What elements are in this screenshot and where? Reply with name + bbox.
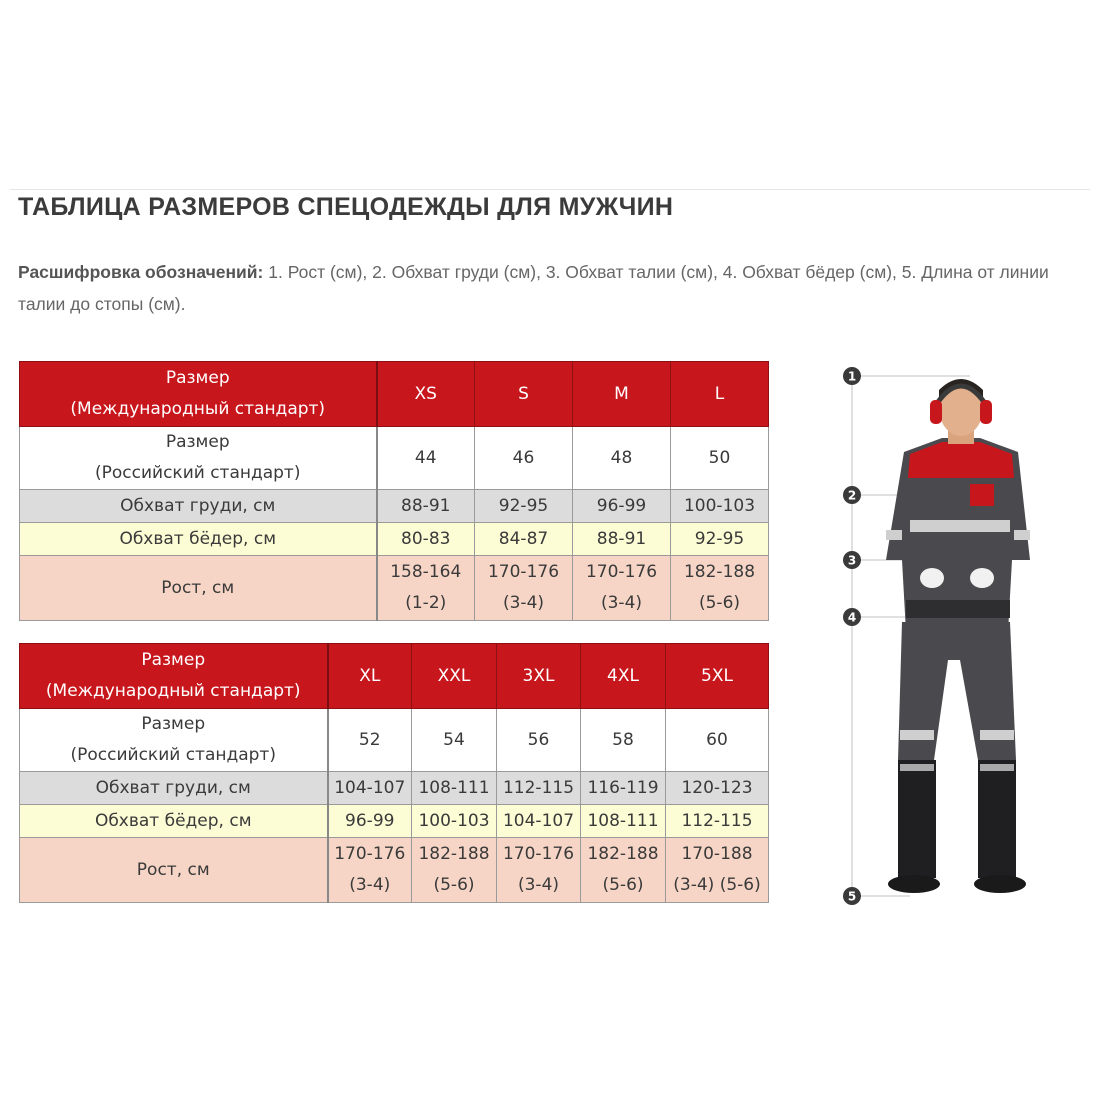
height-cell: 170-176 (3-4) xyxy=(497,838,581,903)
chest-cell: 104-107 xyxy=(328,772,412,805)
height-cell: 170-176 (3-4) xyxy=(328,838,412,903)
chest-cell: 92-95 xyxy=(475,490,573,523)
top-divider xyxy=(10,189,1090,190)
page-title: ТАБЛИЦА РАЗМЕРОВ СПЕЦОДЕЖДЫ ДЛЯ МУЖЧИН xyxy=(18,193,674,221)
chest-cell: 112-115 xyxy=(497,772,581,805)
chest-cell: 116-119 xyxy=(581,772,666,805)
label-ru-size: Размер (Российский стандарт) xyxy=(20,709,328,772)
legend-text: 1. Рост (см), 2. Обхват груди (см), 3. Обхват талии (см), 4. Обхват бёдер (см), 5. Длина от линии талии до стопы (см). xyxy=(18,262,1049,314)
size-cell: 5XL xyxy=(666,644,769,709)
height-cell: 182-188 (5-6) xyxy=(671,556,769,621)
label-ru-size: Размер (Российский стандарт) xyxy=(20,427,377,490)
row-chest xyxy=(20,772,769,805)
head-with-ear-defenders xyxy=(930,379,992,444)
size-table-1 xyxy=(19,361,769,621)
chest-cell: 88-91 xyxy=(377,490,475,523)
height-cell: 170-188 (3-4) (5-6) xyxy=(666,838,769,903)
size-cell: XS xyxy=(377,362,475,427)
chest-cell: 96-99 xyxy=(573,490,671,523)
hips-cell: 112-115 xyxy=(666,805,769,838)
row-intl-size xyxy=(20,644,769,709)
label-height: Рост, см xyxy=(20,838,328,903)
marker-3 xyxy=(843,551,861,569)
row-hips xyxy=(20,523,769,556)
chest-cell: 108-111 xyxy=(412,772,497,805)
size-cell: XL xyxy=(328,644,412,709)
svg-text:1: 1 xyxy=(847,369,857,384)
size-cell: 3XL xyxy=(497,644,581,709)
row-chest xyxy=(20,490,769,523)
size-cell: 4XL xyxy=(581,644,666,709)
hips-cell: 96-99 xyxy=(328,805,412,838)
hips-cell: 108-111 xyxy=(581,805,666,838)
ru-size-cell: 60 xyxy=(666,709,769,772)
workwear-figure-illustration xyxy=(830,360,1090,920)
legend xyxy=(18,256,1088,320)
svg-text:4: 4 xyxy=(847,610,857,625)
label-chest: Обхват груди, см xyxy=(20,772,328,805)
row-height xyxy=(20,838,769,903)
marker-4 xyxy=(843,608,861,626)
svg-text:3: 3 xyxy=(847,553,857,568)
row-height xyxy=(20,556,769,621)
hips-cell: 88-91 xyxy=(573,523,671,556)
ru-size-cell: 48 xyxy=(573,427,671,490)
hips-cell: 100-103 xyxy=(412,805,497,838)
row-hips xyxy=(20,805,769,838)
label-intl-size: Размер (Международный стандарт) xyxy=(20,362,377,427)
label-intl-size: Размер (Международный стандарт) xyxy=(20,644,328,709)
height-cell: 170-176 (3-4) xyxy=(475,556,573,621)
height-cell: 182-188 (5-6) xyxy=(581,838,666,903)
size-cell: XXL xyxy=(412,644,497,709)
svg-text:2: 2 xyxy=(847,488,857,503)
hips-cell: 104-107 xyxy=(497,805,581,838)
ru-size-cell: 46 xyxy=(475,427,573,490)
size-cell: S xyxy=(475,362,573,427)
trousers xyxy=(888,622,1026,893)
size-table-2 xyxy=(19,643,769,903)
height-cell: 182-188 (5-6) xyxy=(412,838,497,903)
hips-cell: 80-83 xyxy=(377,523,475,556)
chest-cell: 120-123 xyxy=(666,772,769,805)
ru-size-cell: 54 xyxy=(412,709,497,772)
ru-size-cell: 56 xyxy=(497,709,581,772)
marker-5 xyxy=(843,887,861,905)
row-intl-size xyxy=(20,362,769,427)
hips-cell: 84-87 xyxy=(475,523,573,556)
size-cell: L xyxy=(671,362,769,427)
ru-size-cell: 52 xyxy=(328,709,412,772)
label-hips: Обхват бёдер, см xyxy=(20,805,328,838)
size-cell: M xyxy=(573,362,671,427)
ru-size-cell: 58 xyxy=(581,709,666,772)
label-hips: Обхват бёдер, см xyxy=(20,523,377,556)
row-ru-size xyxy=(20,427,769,490)
legend-label: Расшифровка обозначений: xyxy=(18,262,264,282)
label-height: Рост, см xyxy=(20,556,377,621)
ru-size-cell: 50 xyxy=(671,427,769,490)
hips-cell: 92-95 xyxy=(671,523,769,556)
marker-2 xyxy=(843,486,861,504)
jacket xyxy=(886,438,1030,632)
height-cell: 170-176 (3-4) xyxy=(573,556,671,621)
marker-1 xyxy=(843,367,861,385)
chest-cell: 100-103 xyxy=(671,490,769,523)
height-cell: 158-164 (1-2) xyxy=(377,556,475,621)
svg-text:5: 5 xyxy=(847,889,857,904)
ru-size-cell: 44 xyxy=(377,427,475,490)
label-chest: Обхват груди, см xyxy=(20,490,377,523)
row-ru-size xyxy=(20,709,769,772)
